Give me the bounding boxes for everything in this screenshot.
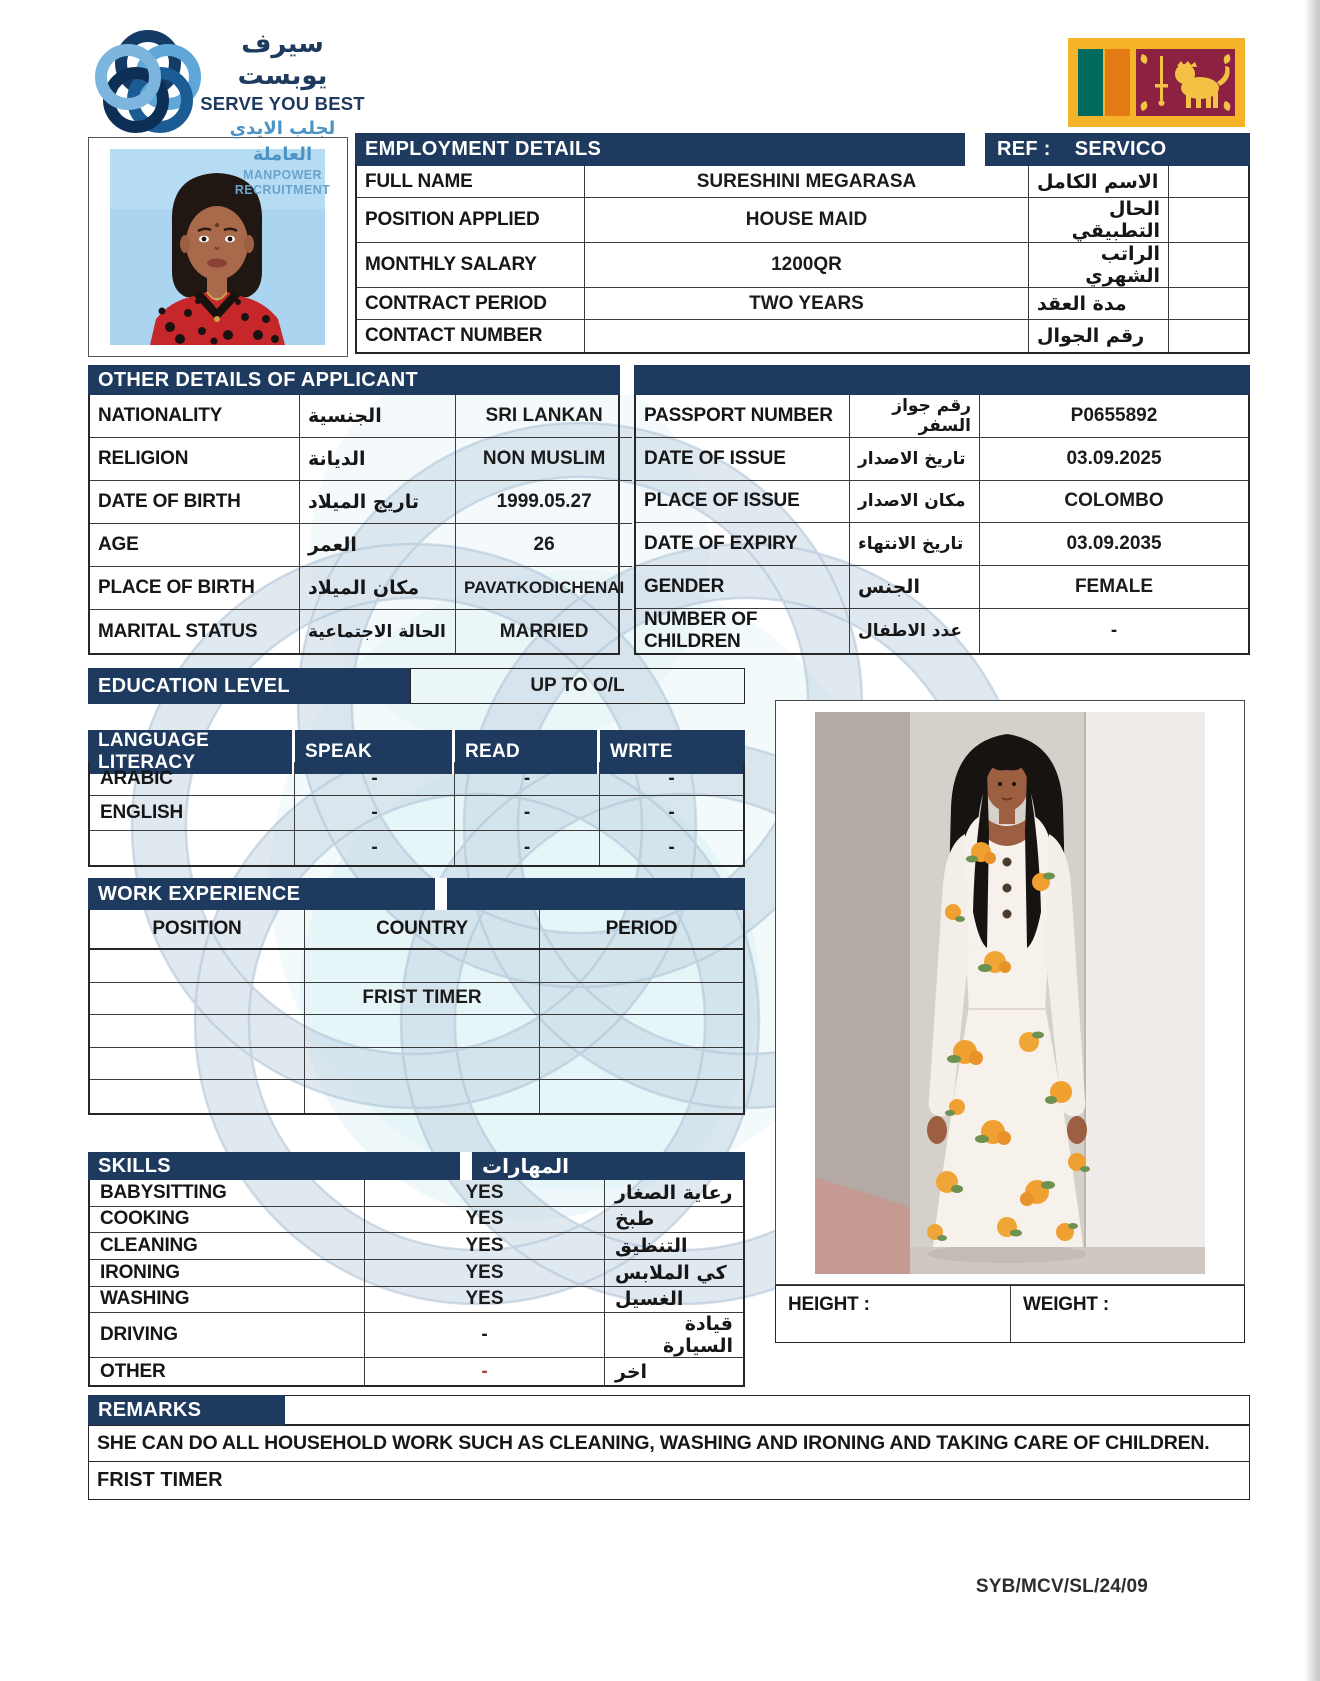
empty-cell xyxy=(1169,166,1248,197)
table-row xyxy=(90,1015,743,1048)
field-label: POSITION APPLIED xyxy=(357,198,585,242)
header-divider xyxy=(460,1152,472,1180)
period-cell xyxy=(540,983,743,1015)
read-value: - xyxy=(455,831,600,865)
field-label: DATE OF EXPIRY xyxy=(636,523,850,565)
write-value: - xyxy=(668,801,675,823)
remarks-header xyxy=(88,1395,1250,1425)
table-row xyxy=(90,395,632,438)
skill-label: IRONING xyxy=(90,1260,365,1286)
period-cell xyxy=(540,1015,743,1047)
period-cell xyxy=(540,1048,743,1080)
field-value: 1999.05.27 xyxy=(496,491,592,512)
remarks-title: REMARKS xyxy=(88,1395,285,1425)
skill-label-arabic: كي الملابس xyxy=(615,1261,727,1284)
field-label: DATE OF ISSUE xyxy=(636,438,850,480)
period-cell xyxy=(540,1080,743,1113)
language-name: ARABIC xyxy=(90,762,295,795)
field-value: NON MUSLIM xyxy=(482,448,606,469)
remarks-line-2: FRIST TIMER xyxy=(88,1462,1250,1500)
field-label: GENDER xyxy=(636,566,850,608)
skills-table xyxy=(88,1180,745,1387)
speak-value: - xyxy=(295,831,455,865)
table-row xyxy=(90,1207,743,1234)
field-label: NATIONALITY xyxy=(90,395,300,437)
employment-details-table xyxy=(355,166,1250,354)
empty-cell xyxy=(1169,243,1248,287)
skill-label-arabic: اخر xyxy=(615,1360,648,1383)
skills-title-arabic: المهارات xyxy=(472,1152,745,1180)
field-label-arabic: الحال التطبيقي xyxy=(1029,198,1169,242)
table-row xyxy=(357,288,1248,320)
skill-value: YES xyxy=(365,1260,605,1286)
field-label-arabic: الاسم الكامل xyxy=(1029,166,1169,197)
empty-cell xyxy=(1169,320,1248,352)
remarks-header-filler xyxy=(285,1395,1250,1425)
skill-value: YES xyxy=(365,1233,605,1259)
table-row xyxy=(90,796,743,830)
field-label: NUMBER OF CHILDREN xyxy=(636,609,850,653)
field-value: - xyxy=(1110,619,1118,641)
skill-value: YES xyxy=(365,1180,605,1206)
table-row xyxy=(90,1287,743,1314)
write-value: - xyxy=(668,836,675,858)
skill-label-arabic: الغسيل xyxy=(615,1288,684,1311)
table-row xyxy=(636,481,1248,524)
table-row xyxy=(90,983,743,1016)
work-experience-header xyxy=(88,878,745,910)
speak-value: - xyxy=(295,796,455,829)
table-row xyxy=(357,166,1248,198)
country-cell xyxy=(305,1080,540,1113)
skill-value: YES xyxy=(365,1287,605,1313)
column-header: LANGUAGE LITERACY xyxy=(88,730,295,774)
position-cell xyxy=(90,1015,305,1047)
field-label-arabic: مكان الميلاد xyxy=(300,567,456,609)
table-row xyxy=(90,1313,743,1358)
table-header-row xyxy=(90,910,743,950)
header-filler xyxy=(634,365,1250,395)
agency-arabic-name: سيرف يوبست xyxy=(237,29,328,91)
field-value: 26 xyxy=(533,534,555,555)
skill-label-arabic: طبخ xyxy=(615,1208,655,1231)
table-row xyxy=(90,762,743,796)
field-value: PAVATKODICHENAI xyxy=(464,578,625,597)
full-body-photo xyxy=(815,712,1205,1274)
field-value: SURESHINI MEGARASA xyxy=(585,166,1029,197)
skills-header xyxy=(88,1152,745,1180)
header-divider xyxy=(620,365,634,395)
field-label-arabic: الراتب الشهري xyxy=(1029,243,1169,287)
skills-title: SKILLS xyxy=(88,1152,460,1180)
field-label: FULL NAME xyxy=(357,166,585,197)
empty-cell xyxy=(1169,198,1248,242)
work-experience-title: WORK EXPERIENCE xyxy=(88,878,435,910)
header-divider xyxy=(965,133,985,166)
education-level-value: UP TO O/L xyxy=(410,668,745,704)
employment-details-title: EMPLOYMENT DETAILS xyxy=(355,133,965,166)
skill-label-arabic: التنظيق xyxy=(615,1235,688,1258)
agency-arabic-tagline: لجلب الايدي العاملة xyxy=(229,118,336,165)
table-row xyxy=(90,567,632,610)
field-label: MARITAL STATUS xyxy=(90,610,300,653)
field-label-arabic: الديانة xyxy=(300,438,456,480)
field-label: PLACE OF BIRTH xyxy=(90,567,300,609)
table-row xyxy=(90,1358,743,1385)
table-row xyxy=(90,1233,743,1260)
read-value: - xyxy=(455,762,600,795)
work-experience-table xyxy=(88,910,745,1115)
ref-value: SERVICO xyxy=(1074,138,1167,160)
agency-tagline: MANPOWER RECRUITMENT xyxy=(234,168,331,197)
field-value: 03.09.2025 xyxy=(1066,447,1162,469)
position-cell xyxy=(90,1048,305,1080)
other-details-left-table xyxy=(88,395,625,655)
skill-value: - xyxy=(365,1313,605,1357)
table-row xyxy=(636,438,1248,481)
field-label: AGE xyxy=(90,524,300,566)
field-value: HOUSE MAID xyxy=(585,198,1029,242)
language-name xyxy=(90,831,295,865)
table-row xyxy=(357,243,1248,288)
field-label-arabic: مكان الاصدار xyxy=(850,481,980,523)
field-value: COLOMBO xyxy=(1064,490,1164,512)
column-header: WRITE xyxy=(600,730,745,774)
field-label: MONTHLY SALARY xyxy=(357,243,585,287)
table-row xyxy=(90,1180,743,1207)
field-label-arabic: الجنسية xyxy=(300,395,456,437)
country-cell xyxy=(305,950,540,982)
field-value: P0655892 xyxy=(1070,404,1158,426)
skill-label: DRIVING xyxy=(90,1313,365,1357)
field-label-arabic: رقم الجوال xyxy=(1029,320,1169,352)
table-row xyxy=(90,1048,743,1081)
skill-label: BABYSITTING xyxy=(90,1180,365,1206)
agency-english-name: SERVE YOU BEST xyxy=(200,93,365,114)
table-row xyxy=(90,524,632,567)
table-row xyxy=(357,320,1248,352)
field-label: DATE OF BIRTH xyxy=(90,481,300,523)
table-row xyxy=(90,481,632,524)
table-row xyxy=(636,395,1248,438)
field-value: TWO YEARS xyxy=(585,288,1029,319)
field-label: CONTACT NUMBER xyxy=(357,320,585,352)
ref-cell xyxy=(985,133,1250,166)
skill-label: WASHING xyxy=(90,1287,365,1313)
field-value xyxy=(585,320,1029,352)
column-header: SPEAK xyxy=(295,730,455,774)
field-value: SRI LANKAN xyxy=(485,405,603,426)
skill-label-arabic: رعاية الصغار xyxy=(615,1181,733,1204)
field-value: 03.09.2035 xyxy=(1066,533,1162,555)
height-label: HEIGHT : xyxy=(776,1286,1011,1342)
field-label-arabic: رقم جواز السفر xyxy=(850,395,980,437)
column-header: POSITION xyxy=(90,910,305,948)
field-label: PASSPORT NUMBER xyxy=(636,395,850,437)
field-label: RELIGION xyxy=(90,438,300,480)
full-body-photo-frame xyxy=(775,700,1245,1285)
period-cell xyxy=(540,950,743,982)
language-literacy-header xyxy=(88,730,745,773)
field-label-arabic: الحالة الاجتماعية xyxy=(300,610,456,653)
skill-value: YES xyxy=(365,1207,605,1233)
field-value: 1200QR xyxy=(585,243,1029,287)
field-label-arabic: العمر xyxy=(300,524,456,566)
header-filler xyxy=(447,878,745,910)
country-cell: FRIST TIMER xyxy=(305,983,540,1015)
skill-label: OTHER xyxy=(90,1358,365,1385)
table-row xyxy=(90,610,632,653)
position-cell xyxy=(90,1080,305,1113)
table-row xyxy=(90,831,743,865)
country-cell xyxy=(305,1048,540,1080)
language-name: ENGLISH xyxy=(90,796,295,829)
empty-cell xyxy=(1169,288,1248,319)
speak-value: - xyxy=(295,762,455,795)
other-details-header xyxy=(88,365,1250,395)
field-value: FEMALE xyxy=(1074,576,1154,598)
skill-label: COOKING xyxy=(90,1207,365,1233)
table-row xyxy=(636,523,1248,566)
position-cell xyxy=(90,950,305,982)
table-row xyxy=(90,1260,743,1287)
agency-logo-text xyxy=(200,28,365,198)
skill-value: - xyxy=(365,1358,605,1385)
language-literacy-table xyxy=(88,762,745,867)
field-label-arabic: عدد الاطفال xyxy=(850,609,980,653)
table-row xyxy=(90,1080,743,1113)
column-header: PERIOD xyxy=(605,918,678,939)
header-divider xyxy=(435,878,447,910)
field-value: MARRIED xyxy=(499,620,589,642)
ref-label: REF : xyxy=(997,138,1051,160)
field-label: CONTRACT PERIOD xyxy=(357,288,585,319)
other-details-title: OTHER DETAILS OF APPLICANT xyxy=(88,365,620,395)
skill-label-arabic: قيادة السيارة xyxy=(662,1313,733,1358)
table-row xyxy=(636,566,1248,609)
field-label-arabic: الجنس xyxy=(850,566,980,608)
agency-logo-icon xyxy=(92,26,204,138)
field-label: PLACE OF ISSUE xyxy=(636,481,850,523)
table-row xyxy=(90,950,743,983)
other-details-right-table xyxy=(634,395,1250,655)
skill-label: CLEANING xyxy=(90,1233,365,1259)
table-row xyxy=(636,609,1248,653)
write-value: - xyxy=(668,767,675,789)
table-row xyxy=(90,438,632,481)
column-header: COUNTRY xyxy=(305,910,540,948)
employment-details-header xyxy=(355,133,1250,166)
position-cell xyxy=(90,983,305,1015)
remarks-line-1: SHE CAN DO ALL HOUSEHOLD WORK SUCH AS CLEANING, WASHING AND IRONING AND TAKING CARE OF CHILDREN. xyxy=(88,1425,1250,1462)
field-label-arabic: تاريخ الانتهاء xyxy=(850,523,980,565)
field-label-arabic: تاريج الميلاد xyxy=(300,481,456,523)
education-level-label: EDUCATION LEVEL xyxy=(88,668,410,704)
column-header: READ xyxy=(455,730,600,774)
field-label-arabic: مدة العقد xyxy=(1029,288,1169,319)
read-value: - xyxy=(455,796,600,829)
field-label-arabic: تاريخ الاصدار xyxy=(850,438,980,480)
scan-edge-shadow xyxy=(1304,0,1320,1681)
table-row xyxy=(357,198,1248,243)
sri-lanka-flag xyxy=(1068,38,1245,127)
weight-label: WEIGHT : xyxy=(1023,1294,1109,1315)
measurements-box xyxy=(775,1285,1245,1343)
document-reference-code: SYB/MCV/SL/24/09 xyxy=(975,1576,1148,1597)
country-cell xyxy=(305,1015,540,1047)
